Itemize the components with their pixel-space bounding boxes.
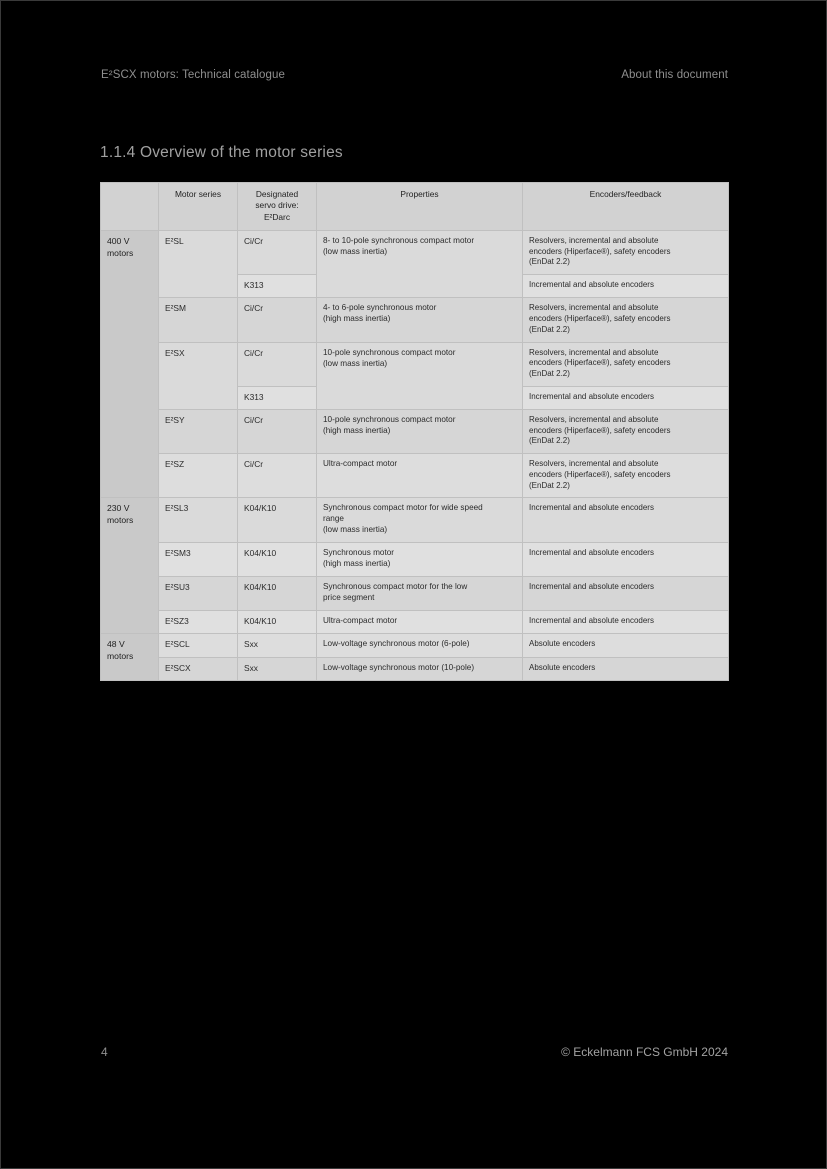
column-header-servo-drive [238,183,317,231]
encoders-line3: (EnDat 2.2) [529,257,570,267]
cell-servo-drive: K04/K10 [238,577,317,611]
properties-line2: price segment [323,593,375,603]
column-header-servo-drive-line1: Designated [255,189,299,199]
group-label-230v [101,498,159,634]
cell-servo-drive: Ci/Cr [238,454,317,498]
group-label-line2: motors [107,247,134,258]
column-header-motor-series: Motor series [159,183,238,231]
encoders-line2: encoders (Hiperface®), safety encoders [529,246,671,256]
cell-encoders [523,231,729,275]
cell-motor-series: E²SM [159,298,238,342]
running-header-right: About this document [621,69,728,81]
properties-line1: Synchronous motor [323,548,394,558]
cell-motor-series: E²SCL [159,634,238,657]
properties-line1: Ultra-compact motor [323,459,398,469]
cell-servo-drive: K313 [238,386,317,409]
cell-properties [317,611,523,634]
column-header-servo-drive-line2: servo drive: [255,200,299,211]
properties-line2: (low mass inertia) [323,358,388,368]
encoders-line1: Resolvers, incremental and absolute [529,414,659,424]
cell-encoders [523,298,729,342]
group-label-400v [101,231,159,498]
encoders-line2: encoders (Hiperface®), safety encoders [529,314,671,324]
cell-encoders: Incremental and absolute encoders [523,611,729,634]
encoders-line2: encoders (Hiperface®), safety encoders [529,358,671,368]
cell-properties [317,543,523,577]
encoders-line2: encoders (Hiperface®), safety encoders [529,425,671,435]
group-label-line1: 48 V [107,639,125,650]
properties-line2: (high mass inertia) [323,314,391,324]
copyright-notice: © Eckelmann FCS GmbH 2024 [561,1045,728,1059]
table-row [101,498,729,543]
properties-line2: (high mass inertia) [323,559,391,569]
page-footer [101,1045,728,1059]
cell-encoders: Incremental and absolute encoders [523,498,729,543]
cell-encoders: Incremental and absolute encoders [523,577,729,611]
table-row [101,409,729,453]
column-header-properties: Properties [317,183,523,231]
table-row [101,298,729,342]
cell-servo-drive: Sxx [238,634,317,657]
cell-motor-series: E²SZ [159,454,238,498]
cell-encoders [523,454,729,498]
table-row [101,342,729,386]
encoders-line3: (EnDat 2.2) [529,369,570,378]
cell-motor-series: E²SY [159,409,238,453]
column-header-servo-drive-line3: E²Darc [263,211,291,222]
cell-servo-drive: K04/K10 [238,543,317,577]
encoders-line1: Resolvers, incremental and absolute [529,236,659,245]
group-label-48v [101,634,159,681]
encoders-line2: encoders (Hiperface®), safety encoders [529,469,671,479]
properties-line1: Ultra-compact motor [323,616,398,626]
cell-encoders: Absolute encoders [523,634,729,657]
motor-series-table-wrapper [100,182,728,681]
cell-servo-drive: Ci/Cr [238,342,317,386]
group-label-line2: motors [107,650,134,661]
properties-line1: 10-pole synchronous compact motor [323,414,456,424]
table-row [101,454,729,498]
cell-servo-drive: K04/K10 [238,498,317,543]
running-header-left: E²SCX motors: Technical catalogue [101,69,285,81]
encoders-line3: (EnDat 2.2) [529,480,570,490]
column-header-voltage [101,183,159,231]
cell-servo-drive: Ci/Cr [238,298,317,342]
properties-line2: (high mass inertia) [323,425,391,435]
cell-encoders [523,409,729,453]
table-header-row [101,183,729,231]
cell-servo-drive: Ci/Cr [238,409,317,453]
table-row [101,657,729,680]
encoders-line1: Resolvers, incremental and absolute [529,459,659,469]
group-label-line2: motors [107,514,134,525]
group-label-line1: 400 V [107,236,130,246]
properties-line1: Synchronous compact motor for wide speed [323,503,483,513]
cell-motor-series: E²SZ3 [159,611,238,634]
cell-properties [317,409,523,453]
group-label-line1: 230 V [107,503,130,514]
table-row [101,577,729,611]
cell-properties [317,498,523,543]
properties-line3: (low mass inertia) [323,525,388,535]
cell-encoders: Incremental and absolute encoders [523,386,729,409]
cell-properties [317,577,523,611]
table-row [101,543,729,577]
cell-encoders [523,342,729,386]
cell-encoders: Incremental and absolute encoders [523,543,729,577]
page-title: 1.1.4 Overview of the motor series [100,144,343,161]
properties-line1: Synchronous compact motor for the low [323,582,468,592]
properties-line1: 8- to 10-pole synchronous compact motor [323,236,475,245]
page-number: 4 [101,1045,108,1059]
cell-servo-drive: Ci/Cr [238,231,317,275]
properties-line2: (low mass inertia) [323,246,388,256]
cell-motor-series: E²SU3 [159,577,238,611]
properties-line2: range [323,514,344,524]
encoders-line1: Resolvers, incremental and absolute [529,303,659,313]
cell-encoders: Absolute encoders [523,657,729,680]
cell-servo-drive: K04/K10 [238,611,317,634]
cell-encoders: Incremental and absolute encoders [523,275,729,298]
table-row [101,231,729,275]
cell-properties: Low-voltage synchronous motor (10-pole) [317,657,523,680]
properties-line1: 4- to 6-pole synchronous motor [323,303,437,313]
cell-motor-series: E²SX [159,342,238,409]
cell-motor-series: E²SL [159,231,238,298]
cell-properties [317,454,523,498]
encoders-line3: (EnDat 2.2) [529,436,570,446]
cell-motor-series: E²SM3 [159,543,238,577]
cell-properties [317,298,523,342]
motor-series-table [100,182,729,681]
encoders-line1: Resolvers, incremental and absolute [529,347,659,357]
cell-servo-drive: Sxx [238,657,317,680]
cell-servo-drive: K313 [238,275,317,298]
cell-motor-series: E²SL3 [159,498,238,543]
table-row [101,611,729,634]
encoders-line3: (EnDat 2.2) [529,324,570,334]
cell-motor-series: E²SCX [159,657,238,680]
cell-properties [317,231,523,298]
cell-properties: Low-voltage synchronous motor (6-pole) [317,634,523,657]
running-header [101,69,728,81]
table-row [101,634,729,657]
column-header-encoders: Encoders/feedback [523,183,729,231]
cell-properties [317,342,523,409]
properties-line1: 10-pole synchronous compact motor [323,347,456,357]
